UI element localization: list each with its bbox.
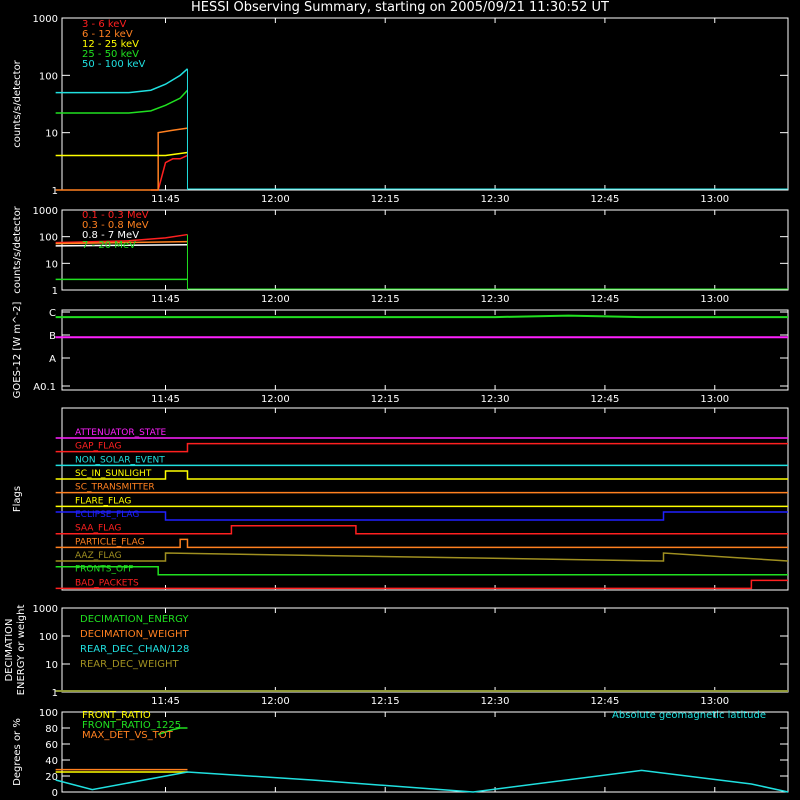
y-tick-label: 40 [45, 756, 58, 767]
flag-line [56, 539, 788, 547]
flag-label: FLARE_FLAG [75, 496, 132, 507]
flag-label: NON_SOLAR_EVENT [75, 455, 165, 466]
y-tick-label: 100 [38, 632, 58, 643]
y-tick-label: A [49, 354, 56, 365]
y-tick-label: 1 [51, 186, 58, 197]
legend-entry: 0.8 - 7 MeV [82, 230, 140, 241]
flag-label: AAZ_FLAG [75, 551, 122, 562]
legend-entry: REAR_DEC_WEIGHT [80, 659, 179, 670]
legend-entry: 50 - 100 keV [82, 59, 146, 70]
y-tick-label: 1 [51, 688, 58, 699]
y-tick-label: 100 [38, 232, 58, 244]
legend-entry: DECIMATION_ENERGY [80, 614, 189, 625]
y-tick-label: 10 [45, 128, 58, 140]
legend-entry: 0.1 - 0.3 MeV [82, 210, 149, 221]
legend-entry: FRONT_RATIO [82, 710, 151, 721]
legend-entry: MAX_DET_VS_TOT [82, 730, 173, 741]
x-tick-label: 12:45 [590, 294, 620, 305]
x-tick-label: 11:45 [151, 394, 180, 405]
flag-line [56, 441, 788, 452]
y-tick-label: B [49, 331, 56, 342]
x-tick-label: 12:45 [590, 194, 620, 205]
y-tick-label: C [49, 308, 56, 319]
high-energy-panel-frame [62, 210, 788, 290]
count-rates-ylabel: counts/s/detector [12, 60, 23, 148]
goes-panel-frame [62, 310, 788, 390]
x-tick-label: 13:00 [700, 294, 730, 305]
x-tick-label: 12:00 [260, 394, 290, 405]
y-tick-label: 0 [51, 788, 58, 799]
y-tick-label: 1 [51, 286, 58, 297]
y-tick-label: 1000 [32, 14, 58, 25]
flag-line [56, 564, 788, 575]
y-tick-label: A0.1 [33, 382, 56, 393]
legend-entry: 6 - 12 keV [82, 29, 133, 40]
ratios-ylabel: Degrees or % [12, 718, 23, 786]
legend-entry: 3 - 6 keV [82, 19, 127, 30]
series-line [56, 90, 188, 113]
flags-panel-frame [62, 408, 788, 590]
x-tick-label: 12:15 [370, 294, 400, 305]
x-tick-label: 12:15 [370, 194, 400, 205]
flags-ylabel: Flags [12, 485, 23, 513]
x-tick-label: 12:15 [370, 394, 400, 405]
legend-entry: 25 - 50 keV [82, 49, 140, 60]
legend-entry: DECIMATION_WEIGHT [80, 629, 189, 640]
x-tick-label: 11:45 [151, 696, 180, 707]
flag-label: PARTICLE_FLAG [75, 537, 145, 548]
flag-line [56, 471, 788, 479]
flag-line [56, 553, 788, 561]
flag-label: ATTENUATOR_STATE [75, 428, 167, 438]
flag-label: ECLIPSE_FLAG [75, 510, 140, 521]
flag-label: SAA_FLAG [75, 523, 122, 534]
x-tick-label: 11:45 [151, 194, 180, 205]
legend-entry: 0.3 - 0.8 MeV [82, 220, 149, 231]
y-tick-label: 10 [45, 660, 58, 671]
series-line [56, 128, 188, 190]
legend-entry: Absolute geomagnetic latitude [612, 710, 766, 721]
x-tick-label: 12:30 [480, 696, 510, 707]
flag-label: FRONTS_OFF [75, 564, 134, 575]
flag-line [56, 523, 788, 534]
flag-label: BAD_PACKETS [75, 578, 139, 589]
x-tick-label: 12:00 [260, 294, 290, 305]
x-tick-label: 12:00 [260, 696, 290, 707]
goes-ylabel: GOES-12 [W m^-2] [12, 301, 23, 399]
y-tick-label: 60 [45, 740, 58, 751]
x-tick-label: 12:45 [590, 696, 620, 707]
x-tick-label: 12:30 [480, 294, 510, 305]
y-tick-label: 1000 [32, 604, 58, 615]
x-tick-label: 11:45 [151, 294, 180, 305]
series-line [56, 316, 788, 318]
y-tick-label: 100 [38, 71, 58, 83]
x-tick-label: 13:00 [700, 696, 730, 707]
flag-label: GAP_FLAG [75, 441, 122, 452]
legend-entry: 7 - 20 MeV [82, 240, 136, 251]
x-tick-label: 12:15 [370, 696, 400, 707]
y-tick-label: 1000 [32, 206, 58, 217]
page-title: HESSI Observing Summary, starting on 2005/09/21 11:30:52 UT [191, 0, 609, 15]
x-tick-label: 13:00 [700, 394, 730, 405]
y-tick-label: 20 [45, 772, 58, 783]
decimation-ylabel: DECIMATION [4, 618, 15, 682]
legend-entry: FRONT_RATIO_1225 [82, 720, 182, 731]
x-tick-label: 12:45 [590, 394, 620, 405]
decimation-ylabel: ENERGY or weight [16, 604, 27, 696]
flag-label: SC_TRANSMITTER [75, 482, 155, 493]
legend-entry: REAR_DEC_CHAN/128 [80, 644, 190, 655]
x-tick-label: 12:30 [480, 394, 510, 405]
flag-line [56, 512, 788, 520]
count-rates-panel-frame [62, 18, 788, 190]
series-line [56, 69, 188, 93]
series-line [151, 155, 188, 190]
y-tick-label: 80 [45, 724, 58, 735]
y-tick-label: 100 [38, 708, 58, 719]
series-line [56, 153, 188, 156]
x-tick-label: 12:00 [260, 194, 290, 205]
y-tick-label: 10 [45, 259, 58, 271]
x-tick-label: 13:00 [700, 194, 730, 205]
legend-entry: 12 - 25 keV [82, 39, 140, 50]
high-energy-ylabel: counts/s/detector [12, 206, 23, 294]
flag-label: SC_IN_SUNLIGHT [75, 469, 152, 480]
x-tick-label: 12:30 [480, 194, 510, 205]
